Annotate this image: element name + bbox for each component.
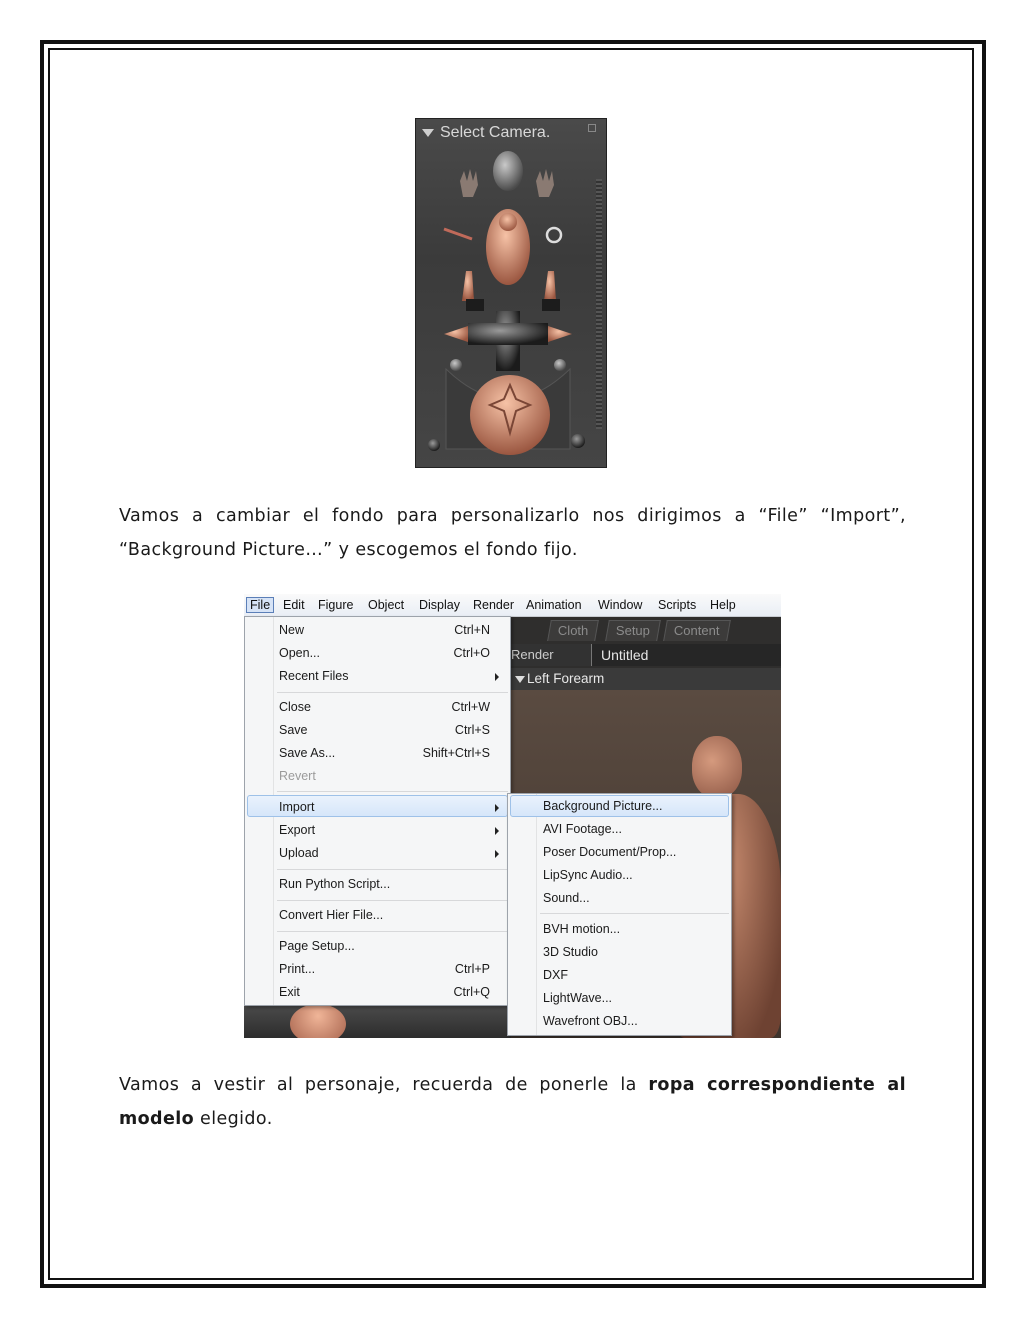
dropdown-triangle-icon: [515, 676, 525, 683]
menu-render[interactable]: Render: [473, 598, 514, 612]
menu-file[interactable]: File: [246, 597, 274, 613]
camera-panel-fragment: [244, 1006, 511, 1038]
paragraph-dress-instructions: [119, 1068, 906, 1136]
menu-item-revert: Revert: [279, 769, 316, 783]
pose-hand-left-icon: [462, 271, 474, 301]
submenu-arrow-icon: [495, 827, 499, 835]
menu-item-save[interactable]: Save: [279, 723, 308, 737]
shortcut-open: Ctrl+O: [453, 646, 490, 660]
tab-setup[interactable]: Setup: [605, 620, 661, 641]
menu-window[interactable]: Window: [598, 598, 643, 612]
menu-item-lightwave[interactable]: LightWave...: [543, 991, 613, 1005]
actor-selector[interactable]: [511, 668, 781, 690]
menu-item-print[interactable]: Print...: [279, 962, 316, 976]
shortcut-exit: Ctrl+Q: [453, 985, 490, 999]
menu-item-close[interactable]: Close: [279, 700, 311, 714]
menu-display[interactable]: Display: [419, 598, 460, 612]
shortcut-close: Ctrl+W: [451, 700, 490, 714]
camera-panel-screenshot: [415, 118, 607, 468]
submenu-arrow-icon: [495, 804, 499, 812]
menu-item-save-as[interactable]: Save As...: [279, 746, 336, 760]
menu-item-run-python-script[interactable]: Run Python Script...: [279, 877, 391, 891]
menu-item-recent-files[interactable]: Recent Files: [279, 669, 349, 683]
shortcut-print: Ctrl+P: [454, 962, 490, 976]
menu-animation[interactable]: Animation: [526, 598, 582, 612]
menu-item-convert-hier-file[interactable]: Convert Hier File...: [279, 908, 384, 922]
face-camera-icon: [493, 151, 523, 191]
menu-bar: [244, 594, 781, 617]
document-title: Untitled: [601, 647, 649, 663]
paragraph-line: modelo elegido.: [119, 1109, 273, 1129]
menu-item-avi-footage[interactable]: AVI Footage...: [543, 822, 622, 836]
menu-item-lipsync-audio[interactable]: LipSync Audio...: [543, 868, 633, 882]
paragraph-line: “Background Picture…” y escogemos el fondo fijo.: [119, 540, 578, 560]
import-submenu: [507, 793, 732, 1036]
rotate-icon: [547, 228, 561, 242]
file-menu-dropdown: [244, 616, 511, 1006]
menu-item-3d-studio[interactable]: 3D Studio: [543, 945, 598, 959]
camera-controls-illustration: [416, 119, 607, 468]
left-hand-camera-icon: [460, 169, 478, 197]
menu-scripts[interactable]: Scripts: [658, 598, 697, 612]
shortcut-save-as: Shift+Ctrl+S: [422, 746, 490, 760]
menu-item-new[interactable]: New: [279, 623, 305, 637]
tab-render[interactable]: Render: [511, 644, 592, 666]
submenu-arrow-icon: [495, 850, 499, 858]
bold-text: ropa correspondiente al: [648, 1075, 906, 1095]
paragraph-line: Vamos a cambiar el fondo para personalizarlo nos dirigimos a “File” “Import”,: [119, 506, 906, 526]
menu-object[interactable]: Object: [368, 598, 405, 612]
bold-text: modelo: [119, 1109, 195, 1129]
menu-help[interactable]: Help: [710, 598, 736, 612]
menu-edit[interactable]: Edit: [283, 598, 305, 612]
shortcut-new: Ctrl+N: [454, 623, 490, 637]
trackball-fragment-icon: [290, 1004, 346, 1038]
menu-item-export[interactable]: Export: [279, 823, 316, 837]
paragraph-line: Vamos a vestir al personaje, recuerda de ponerle la ropa correspondiente al: [119, 1075, 906, 1095]
menu-item-background-picture[interactable]: Background Picture...: [543, 799, 663, 813]
figure-head: [692, 736, 742, 798]
pose-hand-right-icon: [544, 271, 556, 301]
submenu-arrow-icon: [495, 673, 499, 681]
camera-panel-title: Select Camera.: [440, 124, 551, 141]
menu-item-sound[interactable]: Sound...: [543, 891, 590, 905]
actor-label: Left Forearm: [527, 671, 605, 686]
menu-figure[interactable]: Figure: [318, 598, 354, 612]
poser-file-menu-screenshot: [244, 594, 781, 1038]
right-hand-camera-icon: [536, 169, 554, 197]
menu-item-exit[interactable]: Exit: [279, 985, 300, 999]
menu-item-wavefront-obj[interactable]: Wavefront OBJ...: [543, 1014, 638, 1028]
menu-item-poser-document-prop[interactable]: Poser Document/Prop...: [543, 845, 677, 859]
paragraph-background-instructions: [119, 499, 906, 567]
shortcut-save: Ctrl+S: [454, 723, 490, 737]
menu-item-bvh-motion[interactable]: BVH motion...: [543, 922, 621, 936]
menu-item-import[interactable]: Import: [279, 800, 315, 814]
menu-item-open[interactable]: Open...: [279, 646, 320, 660]
document-tab-row: [511, 644, 781, 666]
menu-item-dxf[interactable]: DXF: [543, 968, 568, 982]
menu-item-upload[interactable]: Upload: [279, 846, 319, 860]
menu-item-page-setup[interactable]: Page Setup...: [279, 939, 355, 953]
tab-cloth[interactable]: Cloth: [547, 620, 599, 641]
tab-content[interactable]: Content: [663, 620, 730, 641]
